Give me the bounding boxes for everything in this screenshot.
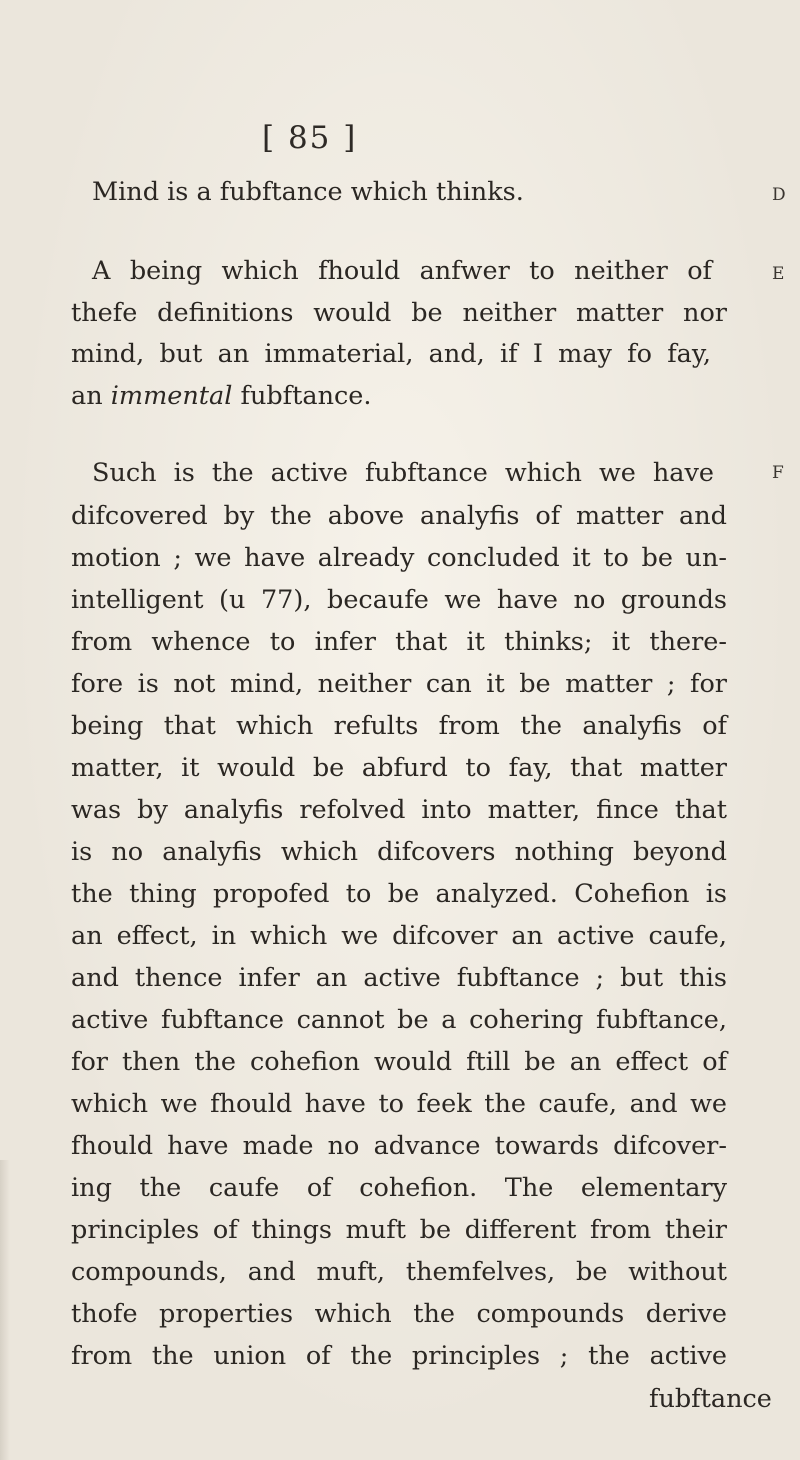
text-line: difcovered by the above analyfis of matter and	[71, 501, 727, 531]
text-line: mind, but an immaterial, and, if I may fo fay,	[71, 339, 711, 369]
text-line: thefe definitions would be neither matter nor	[71, 298, 727, 328]
text-line: was by analyfis refolved into matter, fince that	[71, 795, 727, 825]
text-line: motion ; we have already concluded it to be un-	[71, 543, 727, 573]
page-number-header: [ 85 ]	[262, 120, 358, 156]
margin-letter: F	[772, 463, 784, 483]
text-line: being that which refults from the analyfis of	[71, 711, 727, 741]
text-line: fhould have made no advance towards difcover-	[71, 1131, 727, 1161]
text-line	[71, 381, 372, 411]
text-line: for then the cohefion would ftill be an effect of	[71, 1047, 727, 1077]
text-line: Mind is a fubftance which thinks.	[92, 177, 524, 207]
text-line: thofe properties which the compounds derive	[71, 1299, 727, 1329]
margin-letter: D	[772, 185, 786, 205]
page-edge-stain	[0, 1160, 10, 1460]
text-line: which we fhould have to feek the caufe, and we	[71, 1089, 727, 1119]
text-line: fore is not mind, neither can it be matter ; for	[71, 669, 727, 699]
text-line: principles of things muft be different from their	[71, 1215, 727, 1245]
text-line: compounds, and muft, themfelves, be without	[71, 1257, 727, 1287]
text-line: Such is the active fubftance which we have	[92, 458, 714, 488]
italic-term: immental	[110, 381, 233, 411]
text-line: from the union of the principles ; the active	[71, 1341, 727, 1371]
text-line: is no analyfis which difcovers nothing beyond	[71, 837, 727, 867]
text-line: ing the caufe of cohefion. The elementary	[71, 1173, 727, 1203]
text-line: active fubftance cannot be a cohering fubftance,	[71, 1005, 727, 1035]
text-run: fubftance.	[240, 381, 372, 411]
text-line: intelligent (u 77), becaufe we have no grounds	[71, 585, 727, 615]
text-line: matter, it would be abfurd to fay, that matter	[71, 753, 727, 783]
text-line: from whence to infer that it thinks; it there-	[71, 627, 727, 657]
catchword: fubftance	[649, 1384, 772, 1414]
text-line: the thing propofed to be analyzed. Cohefion is	[71, 879, 727, 909]
text-line: A being which fhould anfwer to neither of	[92, 256, 712, 286]
text-run: an	[71, 381, 103, 411]
text-line: an effect, in which we difcover an active caufe,	[71, 921, 727, 951]
margin-letter: E	[772, 264, 785, 284]
text-line: and thence infer an active fubftance ; but this	[71, 963, 727, 993]
